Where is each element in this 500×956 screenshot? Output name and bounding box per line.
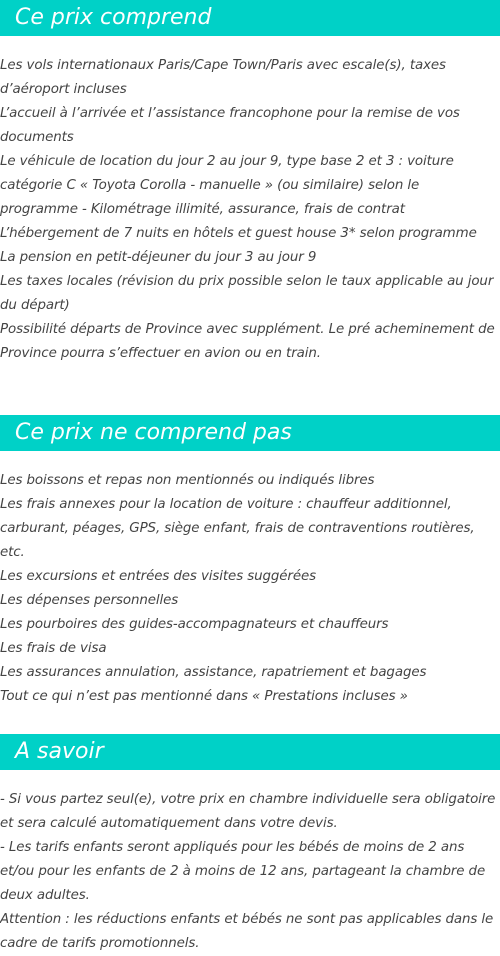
list-item: Les frais annexes pour la location de voiture : chauffeur additionnel, carburant, péages, GPS, siège enfant, frais de contraventions routières, etc. xyxy=(0,497,475,560)
list-item: L’hébergement de 7 nuits en hôtels et guest house 3* selon programme xyxy=(0,226,477,241)
list-item: Les pourboires des guides-accompagnateurs et chauffeurs xyxy=(0,617,389,632)
list-item: Les dépenses personnelles xyxy=(0,593,179,608)
list-item: La pension en petit-déjeuner du jour 3 au jour 9 xyxy=(0,250,317,265)
section-header-ce-prix-comprend: Ce prix comprend xyxy=(0,0,500,36)
included-list xyxy=(0,54,500,366)
list-item: Les taxes locales (révision du prix possible selon le taux applicable au jour du départ) xyxy=(0,274,494,313)
list-item: Les frais de visa xyxy=(0,641,107,656)
list-item: Le véhicule de location du jour 2 au jour 9, type base 2 et 3 : voiture catégorie C « Toyota Corolla - manuelle » (ou similaire) selon le programme - Kilométrage illimité, assurance, frais de contrat xyxy=(0,154,454,217)
list-item: Attention : les réductions enfants et bébés ne sont pas applicables dans le cadre de tarifs promotionnels. xyxy=(0,912,494,951)
list-item: Tout ce qui n’est pas mentionné dans « Prestations incluses » xyxy=(0,689,408,704)
list-item: - Les tarifs enfants seront appliqués pour les bébés de moins de 2 ans et/ou pour les enfants de 2 à moins de 12 ans, partageant la chambre de deux adultes. xyxy=(0,840,486,903)
list-item: L’accueil à l’arrivée et l’assistance francophone pour la remise de vos documents xyxy=(0,106,460,145)
list-item: Les assurances annulation, assistance, rapatriement et bagages xyxy=(0,665,427,680)
list-item: Les boissons et repas non mentionnés ou indiqués libres xyxy=(0,473,375,488)
list-item: Les vols internationaux Paris/Cape Town/Paris avec escale(s), taxes d’aéroport incluses xyxy=(0,58,446,97)
list-item: Possibilité départs de Province avec supplément. Le pré acheminement de Province pourra s’effectuer en avion ou en train. xyxy=(0,322,495,361)
list-item: Les excursions et entrées des visites suggérées xyxy=(0,569,316,584)
section-header-a-savoir: A savoir xyxy=(0,734,500,770)
section-header-ce-prix-ne-comprend-pas: Ce prix ne comprend pas xyxy=(0,415,500,451)
excluded-list xyxy=(0,469,500,709)
list-item: - Si vous partez seul(e), votre prix en chambre individuelle sera obligatoire et sera calculé automatiquement dans votre devis. xyxy=(0,792,496,831)
